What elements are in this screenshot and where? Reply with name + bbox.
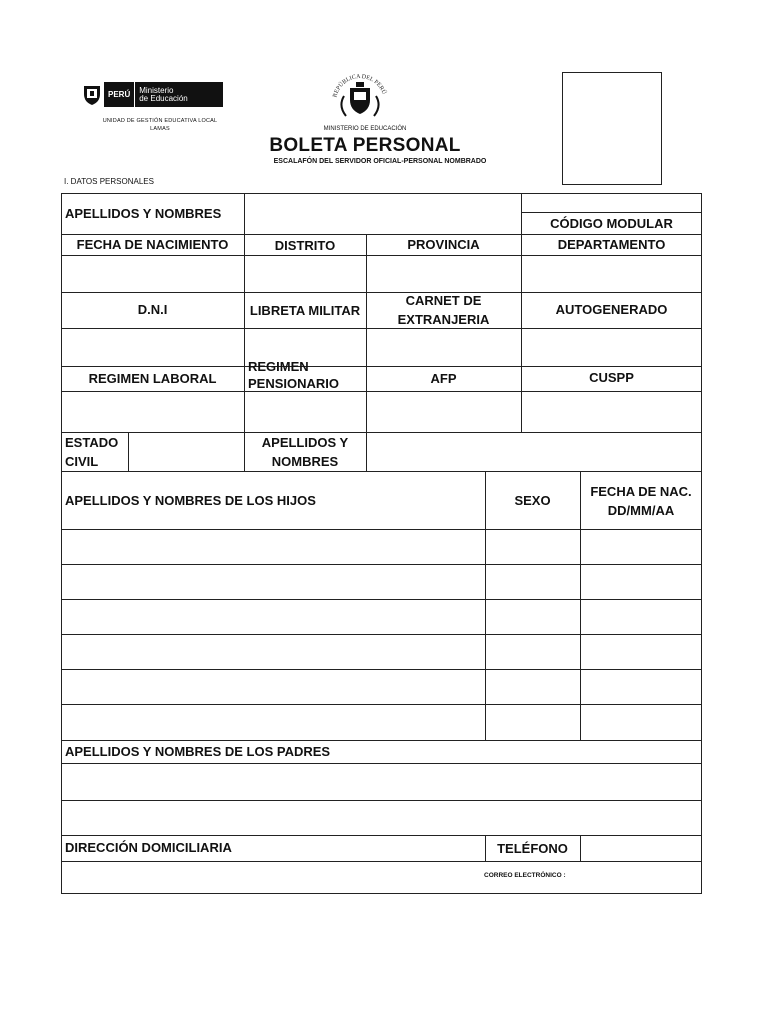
- provincia-field[interactable]: [367, 256, 521, 292]
- page-subtitle: ESCALAFÓN DEL SERVIDOR OFICIAL-PERSONAL NOMBRADO: [273, 158, 487, 165]
- ugel-line-1: UNIDAD DE GESTIÓN EDUCATIVA LOCAL: [102, 118, 218, 124]
- departamento-field[interactable]: [522, 256, 701, 292]
- label-cuspp: CUSPP: [589, 370, 634, 385]
- label-regimen-pens-line-2: PENSIONARIO: [248, 376, 340, 390]
- label-telefono: TELÉFONO: [497, 841, 568, 856]
- cuspp-field[interactable]: [522, 392, 701, 432]
- label-conyuge-line-2: NOMBRES: [271, 454, 339, 469]
- ministry-logo: [104, 82, 223, 107]
- national-crest-icon: [330, 72, 390, 124]
- label-regimen-pens-line-1: REGIMEN: [248, 359, 309, 374]
- codigo-modular-field[interactable]: [522, 194, 701, 212]
- label-padres: APELLIDOS Y NOMBRES DE LOS PADRES: [65, 744, 331, 759]
- label-departamento: DEPARTAMENTO: [557, 237, 666, 252]
- carnet-extranjeria-field[interactable]: [367, 329, 521, 366]
- label-regimen-laboral: REGIMEN LABORAL: [88, 371, 217, 386]
- distrito-field[interactable]: [245, 256, 366, 292]
- label-afp: AFP: [430, 371, 457, 386]
- label-fecha-nac-hijos: [580, 482, 702, 520]
- ministry-caption: MINISTERIO DE EDUCACIÓN: [323, 126, 407, 132]
- label-codigo-modular: CÓDIGO MODULAR: [550, 216, 673, 231]
- page-title: BOLETA PERSONAL: [269, 135, 461, 156]
- direccion-field[interactable]: [62, 862, 482, 893]
- telefono-field[interactable]: [581, 836, 701, 861]
- correo-field[interactable]: [575, 862, 701, 893]
- ugel-line-2: LAMAS: [150, 126, 170, 132]
- label-carnet-line-2: EXTRANJERIA: [397, 312, 490, 327]
- label-libreta-militar: LIBRETA MILITAR: [249, 303, 361, 318]
- estado-civil-field[interactable]: [129, 433, 244, 471]
- dni-field[interactable]: [62, 329, 244, 366]
- section-title: I. DATOS PERSONALES: [64, 177, 154, 186]
- label-conyuge-nombres: [244, 433, 366, 471]
- label-provincia: PROVINCIA: [407, 237, 480, 252]
- label-distrito: DISTRITO: [274, 238, 336, 253]
- apellidos-nombres-field[interactable]: [245, 194, 521, 234]
- label-autogenerado: AUTOGENERADO: [555, 302, 668, 317]
- label-hijos: APELLIDOS Y NOMBRES DE LOS HIJOS: [65, 493, 316, 508]
- padres-field[interactable]: [62, 764, 701, 835]
- photo-box[interactable]: [562, 72, 662, 185]
- autogenerado-field[interactable]: [522, 329, 701, 366]
- label-apellidos-nombres: APELLIDOS Y NOMBRES: [65, 206, 222, 221]
- label-dni: D.N.I: [137, 302, 168, 317]
- fecha-nacimiento-field[interactable]: [62, 256, 244, 292]
- logo-ministry-line-1: Ministerio: [139, 85, 174, 95]
- label-fecha-nac-line-1: FECHA DE NAC.: [590, 484, 692, 499]
- crest-text: REPÚBLICA DEL PERÚ: [332, 73, 387, 99]
- libreta-militar-field[interactable]: [245, 329, 366, 366]
- label-sexo: SEXO: [514, 493, 551, 508]
- label-civil: CIVIL: [65, 454, 99, 469]
- label-estado: ESTADO: [65, 435, 119, 450]
- label-correo: CORREO ELECTRÓNICO :: [484, 872, 566, 879]
- logo-ministry-line-2: de Educación: [139, 93, 188, 103]
- regimen-laboral-field[interactable]: [62, 392, 244, 432]
- label-fecha-nacimiento: FECHA DE NACIMIENTO: [76, 237, 229, 252]
- logo-ministry: [135, 87, 187, 103]
- regimen-pensionario-field[interactable]: [245, 392, 366, 432]
- label-estado-civil: [65, 433, 118, 471]
- afp-field[interactable]: [367, 392, 521, 432]
- label-conyuge-line-1: APELLIDOS Y: [261, 435, 349, 450]
- label-fecha-nac-line-2: DD/MM/AA: [607, 503, 675, 518]
- label-direccion: DIRECCIÓN DOMICILIARIA: [65, 840, 232, 855]
- conyuge-nombres-field[interactable]: [367, 433, 701, 471]
- logo-country: PERÚ: [104, 82, 135, 107]
- peru-shield-icon: [82, 84, 102, 106]
- label-carnet-line-1: CARNET DE: [405, 293, 482, 308]
- hijos-table-body[interactable]: [62, 530, 701, 740]
- label-carnet-extranjeria: [366, 291, 521, 329]
